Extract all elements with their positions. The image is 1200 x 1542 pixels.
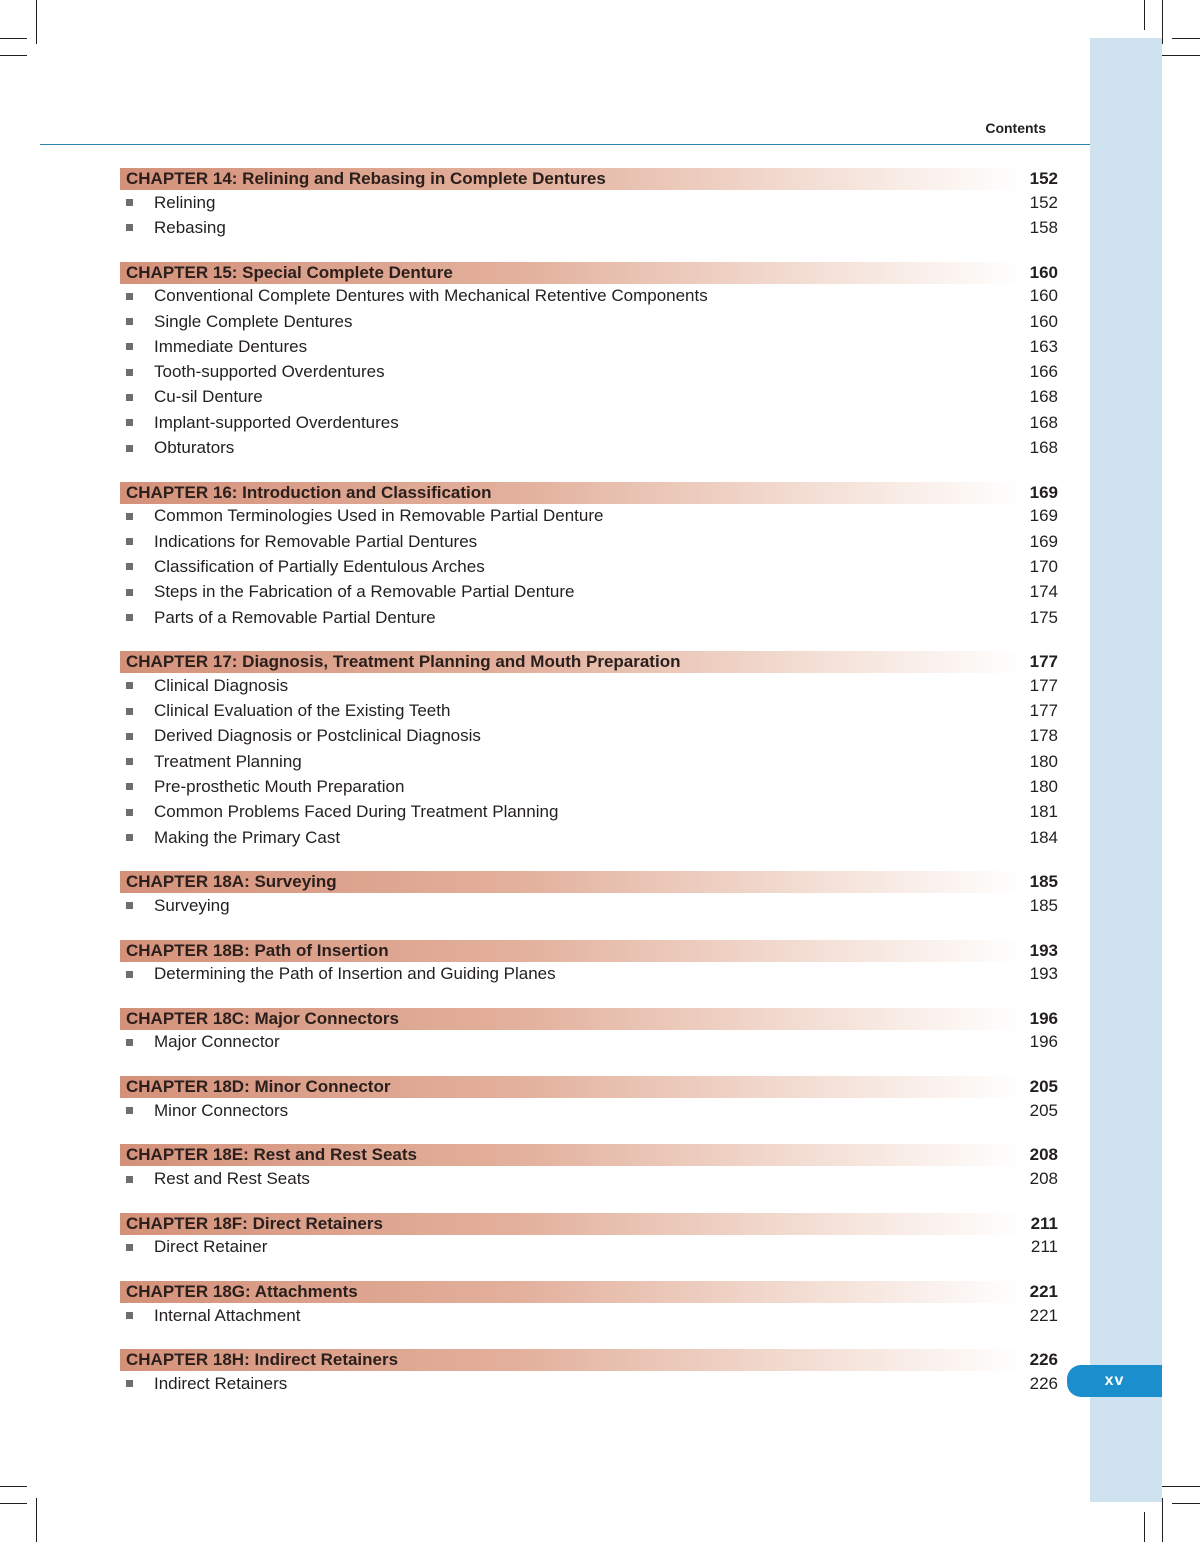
chapter-section [120, 651, 1060, 850]
toc-entry-label: Internal Attachment [154, 1305, 301, 1325]
toc-entry-page-number: 178 [1029, 726, 1058, 746]
square-bullet-icon [126, 614, 133, 621]
toc-entry-page-number: 193 [1029, 964, 1058, 984]
toc-entry-label: Single Complete Dentures [154, 311, 353, 331]
square-bullet-icon [126, 224, 133, 231]
square-bullet-icon [126, 733, 133, 740]
chapter-section [120, 1076, 1060, 1123]
running-head: Contents [985, 120, 1046, 136]
square-bullet-icon [126, 758, 133, 765]
crop-mark [1172, 38, 1200, 39]
square-bullet-icon [126, 419, 133, 426]
toc-entry-page-number: 175 [1029, 607, 1058, 627]
toc-entry[interactable] [120, 1098, 1060, 1123]
square-bullet-icon [126, 971, 133, 978]
chapter-page-number: 211 [1030, 1213, 1058, 1233]
toc-entry-page-number: 158 [1029, 217, 1058, 237]
toc-entry-page-number: 208 [1029, 1169, 1058, 1189]
toc-entry-page-number: 166 [1029, 362, 1058, 382]
toc-entry-label: Indications for Removable Partial Dentures [154, 531, 478, 551]
square-bullet-icon [126, 394, 133, 401]
square-bullet-icon [126, 783, 133, 790]
chapter-section [120, 168, 1060, 241]
toc-entry[interactable] [120, 359, 1060, 384]
page-number-tab [1067, 1365, 1162, 1397]
chapter-heading[interactable] [120, 651, 1060, 673]
toc-entry[interactable] [120, 962, 1060, 987]
chapter-section [120, 1349, 1060, 1396]
toc-entry-label: Tooth-supported Overdentures [154, 362, 385, 382]
chapter-heading[interactable] [120, 940, 1060, 962]
chapter-title: CHAPTER 15: Special Complete Denture [126, 262, 453, 282]
chapter-section [120, 262, 1060, 461]
crop-mark [0, 55, 27, 56]
crop-mark [1172, 1503, 1200, 1504]
toc-entry[interactable] [120, 1030, 1060, 1055]
chapter-page-number: 152 [1029, 169, 1058, 188]
chapter-page-number: 196 [1029, 1008, 1058, 1028]
toc-entry[interactable] [120, 435, 1060, 460]
toc-entry-label: Classification of Partially Edentulous Arches [154, 556, 485, 576]
toc-entry-page-number: 163 [1029, 336, 1058, 356]
toc-entry-label: Conventional Complete Dentures with Mechanical Retentive Components [154, 286, 708, 306]
toc-entry[interactable] [120, 385, 1060, 410]
chapter-title: CHAPTER 18B: Path of Insertion [126, 940, 389, 960]
toc-entry[interactable] [120, 284, 1060, 309]
toc-entry-label: Major Connector [154, 1032, 280, 1052]
toc-entry-label: Implant-supported Overdentures [154, 412, 399, 432]
chapter-heading[interactable] [120, 1008, 1060, 1030]
toc-entry-label: Relining [154, 192, 216, 212]
toc-entry[interactable] [120, 1166, 1060, 1191]
square-bullet-icon [126, 1380, 133, 1387]
toc-entry-label: Determining the Path of Insertion and Guiding Planes [154, 964, 556, 984]
page-number: xv [1104, 1372, 1125, 1389]
toc-entry-label: Steps in the Fabrication of a Removable Partial Denture [154, 582, 575, 602]
chapter-section [120, 1281, 1060, 1328]
square-bullet-icon [126, 1244, 133, 1251]
square-bullet-icon [126, 1176, 133, 1183]
square-bullet-icon [126, 318, 133, 325]
square-bullet-icon [126, 293, 133, 300]
chapter-heading[interactable] [120, 1076, 1060, 1098]
toc-entry-label: Direct Retainer [154, 1237, 268, 1257]
toc-entry[interactable] [120, 673, 1060, 698]
chapter-page-number: 226 [1029, 1350, 1058, 1370]
chapter-title: CHAPTER 14: Relining and Rebasing in Complete Dentures [126, 169, 606, 188]
toc-entry-page-number: 180 [1029, 776, 1058, 796]
toc-entry-page-number: 177 [1029, 701, 1058, 721]
table-of-contents [120, 168, 1060, 1418]
toc-entry-page-number: 196 [1029, 1032, 1058, 1052]
toc-entry-label: Indirect Retainers [154, 1373, 288, 1393]
toc-entry-label: Pre-prosthetic Mouth Preparation [154, 776, 405, 796]
toc-entry-label: Treatment Planning [154, 751, 302, 771]
chapter-page-number: 185 [1029, 872, 1058, 892]
square-bullet-icon [126, 343, 133, 350]
toc-entry[interactable] [120, 800, 1060, 825]
toc-entry-page-number: 160 [1029, 286, 1058, 306]
toc-entry[interactable] [120, 1303, 1060, 1328]
crop-mark [0, 1486, 27, 1487]
toc-entry-label: Minor Connectors [154, 1100, 289, 1120]
chapter-heading[interactable] [120, 871, 1060, 893]
toc-entry-page-number: 181 [1029, 802, 1058, 822]
toc-entry[interactable] [120, 698, 1060, 723]
toc-entry[interactable] [120, 554, 1060, 579]
toc-entry-label: Making the Primary Cast [154, 827, 341, 847]
toc-entry-label: Derived Diagnosis or Postclinical Diagnosis [154, 726, 481, 746]
chapter-page-number: 193 [1029, 940, 1058, 960]
square-bullet-icon [126, 682, 133, 689]
square-bullet-icon [126, 708, 133, 715]
square-bullet-icon [126, 834, 133, 841]
toc-entry[interactable] [120, 334, 1060, 359]
chapter-heading[interactable] [120, 482, 1060, 504]
chapter-page-number: 205 [1029, 1077, 1058, 1097]
toc-entry[interactable] [120, 893, 1060, 918]
chapter-title: CHAPTER 18H: Indirect Retainers [126, 1350, 399, 1370]
crop-mark [1162, 0, 1163, 44]
toc-entry-page-number: 185 [1029, 895, 1058, 915]
square-bullet-icon [126, 538, 133, 545]
square-bullet-icon [126, 445, 133, 452]
toc-entry-page-number: 168 [1029, 412, 1058, 432]
crop-mark [1144, 0, 1145, 30]
toc-entry[interactable] [120, 724, 1060, 749]
toc-entry-page-number: 169 [1029, 506, 1058, 526]
crop-mark [0, 1503, 27, 1504]
toc-entry-label: Cu-sil Denture [154, 387, 263, 407]
chapter-section [120, 1213, 1060, 1260]
toc-entry[interactable] [120, 1371, 1060, 1396]
toc-entry-label: Clinical Diagnosis [154, 675, 289, 695]
toc-entry-page-number: 211 [1030, 1237, 1058, 1257]
chapter-title: CHAPTER 18A: Surveying [126, 872, 337, 892]
toc-entry-page-number: 160 [1029, 311, 1058, 331]
square-bullet-icon [126, 1107, 133, 1114]
toc-entry-page-number: 168 [1029, 438, 1058, 458]
toc-entry-label: Immediate Dentures [154, 336, 308, 356]
toc-entry-page-number: 168 [1029, 387, 1058, 407]
toc-entry-label: Parts of a Removable Partial Denture [154, 607, 436, 627]
toc-entry[interactable] [120, 749, 1060, 774]
toc-entry-page-number: 184 [1029, 827, 1058, 847]
chapter-title: CHAPTER 18D: Minor Connector [126, 1077, 391, 1097]
toc-entry[interactable] [120, 580, 1060, 605]
crop-mark [1162, 1498, 1163, 1542]
square-bullet-icon [126, 563, 133, 570]
chapter-section [120, 940, 1060, 987]
crop-mark [0, 38, 27, 39]
chapter-section [120, 482, 1060, 630]
square-bullet-icon [126, 369, 133, 376]
chapter-title: CHAPTER 16: Introduction and Classification [126, 482, 492, 502]
chapter-heading[interactable] [120, 1213, 1060, 1235]
toc-entry[interactable] [120, 190, 1060, 215]
toc-entry-page-number: 177 [1029, 675, 1058, 695]
chapter-heading[interactable] [120, 1144, 1060, 1166]
square-bullet-icon [126, 513, 133, 520]
chapter-page-number: 160 [1029, 262, 1058, 282]
square-bullet-icon [126, 1039, 133, 1046]
toc-entry-label: Clinical Evaluation of the Existing Teeth [154, 701, 451, 721]
toc-entry-label: Obturators [154, 438, 235, 458]
square-bullet-icon [126, 1312, 133, 1319]
chapter-section [120, 1144, 1060, 1191]
square-bullet-icon [126, 902, 133, 909]
header-rule [40, 144, 1090, 145]
toc-entry-page-number: 180 [1029, 751, 1058, 771]
crop-mark [36, 0, 37, 44]
chapter-title: CHAPTER 17: Diagnosis, Treatment Planning and Mouth Preparation [126, 652, 681, 672]
chapter-section [120, 1008, 1060, 1055]
chapter-title: CHAPTER 18E: Rest and Rest Seats [126, 1145, 417, 1165]
square-bullet-icon [126, 809, 133, 816]
crop-mark [1158, 1486, 1200, 1487]
toc-entry[interactable] [120, 504, 1060, 529]
chapter-heading[interactable] [120, 168, 1060, 190]
toc-entry-label: Rebasing [154, 217, 226, 237]
chapter-heading[interactable] [120, 1349, 1060, 1371]
square-bullet-icon [126, 199, 133, 206]
toc-entry-label: Common Problems Faced During Treatment Planning [154, 802, 559, 822]
toc-entry[interactable] [120, 215, 1060, 240]
toc-entry[interactable] [120, 309, 1060, 334]
chapter-title: CHAPTER 18C: Major Connectors [126, 1008, 399, 1028]
toc-entry-page-number: 226 [1029, 1373, 1058, 1393]
toc-entry[interactable] [120, 825, 1060, 850]
chapter-title: CHAPTER 18F: Direct Retainers [126, 1213, 383, 1233]
toc-entry-page-number: 174 [1029, 582, 1058, 602]
toc-entry-label: Common Terminologies Used in Removable Partial Denture [154, 506, 604, 526]
chapter-section [120, 871, 1060, 918]
toc-entry-page-number: 170 [1029, 556, 1058, 576]
toc-entry-page-number: 221 [1029, 1305, 1058, 1325]
chapter-page-number: 221 [1029, 1282, 1058, 1302]
chapter-page-number: 177 [1029, 652, 1058, 672]
toc-entry-page-number: 169 [1029, 531, 1058, 551]
toc-entry-label: Rest and Rest Seats [154, 1169, 310, 1189]
chapter-page-number: 169 [1029, 482, 1058, 502]
toc-entry[interactable] [120, 605, 1060, 630]
chapter-heading[interactable] [120, 1281, 1060, 1303]
crop-mark [36, 1498, 37, 1542]
toc-entry[interactable] [120, 410, 1060, 435]
toc-entry-page-number: 152 [1029, 192, 1058, 212]
toc-entry[interactable] [120, 1235, 1060, 1260]
toc-entry[interactable] [120, 529, 1060, 554]
crop-mark [1144, 1512, 1145, 1542]
crop-mark [1158, 55, 1200, 56]
toc-entry[interactable] [120, 774, 1060, 799]
side-band [1090, 38, 1162, 1502]
chapter-heading[interactable] [120, 262, 1060, 284]
toc-entry-page-number: 205 [1029, 1100, 1058, 1120]
toc-entry-label: Surveying [154, 895, 230, 915]
chapter-page-number: 208 [1029, 1145, 1058, 1165]
square-bullet-icon [126, 589, 133, 596]
chapter-title: CHAPTER 18G: Attachments [126, 1282, 358, 1302]
